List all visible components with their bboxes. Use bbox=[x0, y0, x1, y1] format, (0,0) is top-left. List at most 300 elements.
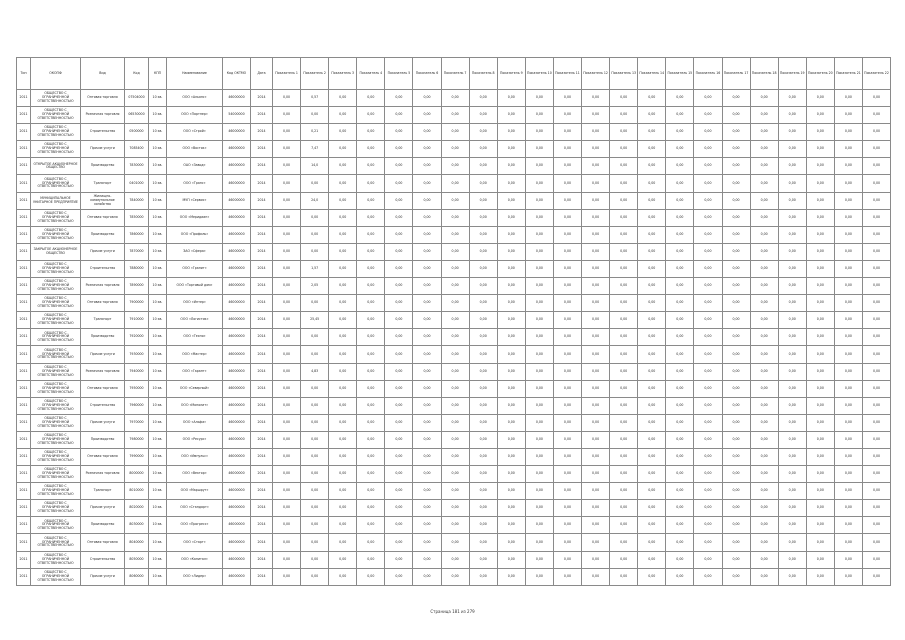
table-cell: 0,00 bbox=[750, 295, 778, 312]
table-cell: 0,00 bbox=[413, 260, 441, 277]
table-cell: 0,00 bbox=[806, 295, 834, 312]
table-cell: ОБЩЕСТВО С ОГРАНИЧЕННОЙ ОТВЕТСТВЕННОСТЬЮ bbox=[31, 278, 81, 295]
table-cell: 8000000 bbox=[125, 466, 149, 483]
table-cell: 0,00 bbox=[750, 192, 778, 209]
table-cell: 0,00 bbox=[694, 397, 722, 414]
column-header: Показатель 16 bbox=[694, 58, 722, 90]
table-cell: Жилищно-коммунальное хозяйство bbox=[81, 192, 125, 209]
table-cell: 2014 bbox=[251, 414, 273, 431]
table-row bbox=[17, 295, 891, 312]
table-cell: 0,00 bbox=[329, 414, 357, 431]
table-cell: 2011 bbox=[17, 141, 31, 158]
table-cell: 0,00 bbox=[469, 466, 497, 483]
table-cell: 7940000 bbox=[125, 363, 149, 380]
table-cell: 0,00 bbox=[638, 192, 666, 209]
column-header: КПП bbox=[149, 58, 167, 90]
table-cell: 0,00 bbox=[413, 380, 441, 397]
table-cell: 0,00 bbox=[329, 90, 357, 107]
table-cell: 0,00 bbox=[385, 363, 413, 380]
table-cell: 0,00 bbox=[357, 226, 385, 243]
table-cell: 0,00 bbox=[582, 414, 610, 431]
table-cell: 7830000 bbox=[125, 158, 149, 175]
table-cell: 0,00 bbox=[329, 466, 357, 483]
table-cell: 0,00 bbox=[750, 500, 778, 517]
table-cell: 0,00 bbox=[638, 329, 666, 346]
table-cell: 0,00 bbox=[357, 260, 385, 277]
table-cell: 0,00 bbox=[582, 175, 610, 192]
table-row bbox=[17, 346, 891, 363]
table-cell: ОБЩЕСТВО С ОГРАНИЧЕННОЙ ОТВЕТСТВЕННОСТЬЮ bbox=[31, 141, 81, 158]
table-cell: 0,00 bbox=[385, 226, 413, 243]
table-cell: 0,00 bbox=[778, 551, 806, 568]
table-cell: 0,00 bbox=[638, 260, 666, 277]
table-cell: 0,00 bbox=[582, 483, 610, 500]
table-cell: 7,47 bbox=[301, 141, 329, 158]
table-cell: 0,00 bbox=[750, 312, 778, 329]
table-cell: 0,00 bbox=[525, 107, 553, 124]
table-cell: 0,00 bbox=[329, 107, 357, 124]
table-cell: 2014 bbox=[251, 466, 273, 483]
table-cell: 8010000 bbox=[125, 483, 149, 500]
table-cell: 0,00 bbox=[525, 260, 553, 277]
table-cell: 0,00 bbox=[750, 141, 778, 158]
table-cell: 0,00 bbox=[469, 500, 497, 517]
table-cell: 0,00 bbox=[413, 448, 441, 465]
table-cell: 2011 bbox=[17, 209, 31, 226]
table-cell: 0,00 bbox=[610, 90, 638, 107]
column-header: Показатель 5 bbox=[385, 58, 413, 90]
table-cell: 0,00 bbox=[666, 346, 694, 363]
table-cell: 0,00 bbox=[553, 209, 581, 226]
table-cell: 0,00 bbox=[385, 260, 413, 277]
table-cell: 0,00 bbox=[722, 192, 750, 209]
table-cell: 0,00 bbox=[638, 243, 666, 260]
column-header: Показатель 11 bbox=[553, 58, 581, 90]
table-cell: 0,00 bbox=[357, 380, 385, 397]
table-cell: 0,00 bbox=[497, 226, 525, 243]
table-cell: 2011 bbox=[17, 175, 31, 192]
table-cell: Оптовая торговля bbox=[81, 448, 125, 465]
table-cell: 10 кв. bbox=[149, 243, 167, 260]
table-cell: Прочие услуги bbox=[81, 414, 125, 431]
table-cell: 7910000 bbox=[125, 312, 149, 329]
table-cell: 0,00 bbox=[413, 312, 441, 329]
table-row bbox=[17, 466, 891, 483]
table-cell: 2014 bbox=[251, 312, 273, 329]
table-cell: 10 кв. bbox=[149, 534, 167, 551]
table-cell: ОБЩЕСТВО С ОГРАНИЧЕННОЙ ОТВЕТСТВЕННОСТЬЮ bbox=[31, 397, 81, 414]
table-cell: 2014 bbox=[251, 431, 273, 448]
table-cell: 0,00 bbox=[497, 568, 525, 585]
column-header: Показатель 7 bbox=[441, 58, 469, 90]
table-cell: 0,00 bbox=[666, 278, 694, 295]
table-cell: 0,00 bbox=[638, 278, 666, 295]
table-cell: 0,00 bbox=[441, 568, 469, 585]
table-cell: 0,00 bbox=[694, 329, 722, 346]
table-cell: 0,00 bbox=[722, 431, 750, 448]
table-cell: 2011 bbox=[17, 124, 31, 141]
table-cell: 0,00 bbox=[806, 517, 834, 534]
table-cell: 0,00 bbox=[497, 107, 525, 124]
table-cell: 0,00 bbox=[722, 363, 750, 380]
table-cell: 0,00 bbox=[497, 192, 525, 209]
table-cell: 0,00 bbox=[469, 414, 497, 431]
table-cell: 46000000 bbox=[223, 448, 251, 465]
table-cell: 0,00 bbox=[722, 466, 750, 483]
table-cell: 10 кв. bbox=[149, 500, 167, 517]
table-cell: 0,00 bbox=[497, 448, 525, 465]
table-cell: 0,00 bbox=[413, 90, 441, 107]
table-cell: 0,00 bbox=[525, 466, 553, 483]
table-cell: 0,00 bbox=[694, 517, 722, 534]
table-cell: 0,00 bbox=[273, 397, 301, 414]
table-cell: ООО «Транс» bbox=[167, 175, 223, 192]
table-cell: ОБЩЕСТВО С ОГРАНИЧЕННОЙ ОТВЕТСТВЕННОСТЬЮ bbox=[31, 260, 81, 277]
table-cell: 0,00 bbox=[329, 500, 357, 517]
table-cell: 0,00 bbox=[834, 243, 862, 260]
table-cell: 2011 bbox=[17, 534, 31, 551]
table-cell: 0,00 bbox=[666, 363, 694, 380]
table-cell: 0,00 bbox=[273, 243, 301, 260]
table-cell: 0,00 bbox=[357, 346, 385, 363]
table-cell: 0,00 bbox=[778, 500, 806, 517]
table-cell: 0,00 bbox=[750, 466, 778, 483]
table-cell: 0,00 bbox=[834, 209, 862, 226]
table-cell: 0,00 bbox=[329, 260, 357, 277]
table-cell: 2011 bbox=[17, 397, 31, 414]
table-cell: 0,00 bbox=[329, 243, 357, 260]
table-cell: 0,00 bbox=[610, 346, 638, 363]
table-cell: 0,00 bbox=[694, 141, 722, 158]
table-cell: 0,00 bbox=[525, 278, 553, 295]
table-cell: 0,00 bbox=[582, 312, 610, 329]
table-cell: 0,00 bbox=[553, 158, 581, 175]
table-cell: 0,00 bbox=[666, 141, 694, 158]
table-cell: 0,00 bbox=[441, 448, 469, 465]
table-cell: 0,00 bbox=[385, 90, 413, 107]
table-cell: 0,00 bbox=[862, 448, 890, 465]
table-cell: 2014 bbox=[251, 551, 273, 568]
table-cell: 0,00 bbox=[357, 483, 385, 500]
table-cell: 0,00 bbox=[329, 192, 357, 209]
table-cell: ОБЩЕСТВО С ОГРАНИЧЕННОЙ ОТВЕТСТВЕННОСТЬЮ bbox=[31, 346, 81, 363]
table-cell: 46000000 bbox=[223, 346, 251, 363]
table-cell: 0,00 bbox=[273, 551, 301, 568]
table-cell: 0,00 bbox=[722, 243, 750, 260]
table-cell: 0,00 bbox=[497, 124, 525, 141]
table-cell: 0,00 bbox=[525, 243, 553, 260]
table-cell: 0,00 bbox=[694, 363, 722, 380]
table-cell: 0,00 bbox=[638, 226, 666, 243]
table-cell: 0,00 bbox=[610, 329, 638, 346]
table-cell: 0,00 bbox=[357, 500, 385, 517]
table-cell: 0,00 bbox=[413, 568, 441, 585]
table-cell: 0,00 bbox=[413, 346, 441, 363]
table-cell: 0,00 bbox=[301, 346, 329, 363]
table-row bbox=[17, 226, 891, 243]
table-cell: 2011 bbox=[17, 500, 31, 517]
table-cell: 0500000 bbox=[125, 124, 149, 141]
table-cell: 0,00 bbox=[806, 380, 834, 397]
table-cell: 0,00 bbox=[357, 363, 385, 380]
table-cell: 0,00 bbox=[273, 107, 301, 124]
table-cell: 0,00 bbox=[750, 90, 778, 107]
table-cell: 0,00 bbox=[273, 534, 301, 551]
table-cell: 0,00 bbox=[722, 329, 750, 346]
table-cell: 2014 bbox=[251, 500, 273, 517]
table-cell: 0,00 bbox=[413, 414, 441, 431]
table-cell: 0,00 bbox=[750, 124, 778, 141]
table-cell: 0,00 bbox=[638, 295, 666, 312]
table-cell: 0,00 bbox=[553, 346, 581, 363]
table-cell: 46000000 bbox=[223, 90, 251, 107]
table-cell: 0,00 bbox=[329, 534, 357, 551]
table-cell: 0,00 bbox=[357, 431, 385, 448]
table-cell: 0,00 bbox=[638, 448, 666, 465]
table-cell: 0,00 bbox=[694, 483, 722, 500]
table-cell: 10 кв. bbox=[149, 158, 167, 175]
table-cell: 0,00 bbox=[273, 483, 301, 500]
table-cell: 0,00 bbox=[469, 243, 497, 260]
table-cell: 10 кв. bbox=[149, 226, 167, 243]
table-cell: 0,00 bbox=[497, 312, 525, 329]
table-cell: 0,00 bbox=[301, 243, 329, 260]
table-cell: 0,00 bbox=[329, 329, 357, 346]
table-cell: 0,00 bbox=[666, 329, 694, 346]
table-cell: ОБЩЕСТВО С ОГРАНИЧЕННОЙ ОТВЕТСТВЕННОСТЬЮ bbox=[31, 380, 81, 397]
table-cell: 0,00 bbox=[582, 466, 610, 483]
table-cell: 0,00 bbox=[694, 260, 722, 277]
table-cell: 0,00 bbox=[610, 500, 638, 517]
table-row bbox=[17, 329, 891, 346]
table-cell: 10 кв. bbox=[149, 209, 167, 226]
table-cell: 0,00 bbox=[329, 397, 357, 414]
table-cell: 0,00 bbox=[694, 568, 722, 585]
table-cell: 0,00 bbox=[301, 534, 329, 551]
table-cell: 0,00 bbox=[582, 295, 610, 312]
table-cell: 0,00 bbox=[834, 568, 862, 585]
table-cell: Транспорт bbox=[81, 483, 125, 500]
page-footer: Страница 181 из 279 bbox=[430, 609, 475, 614]
table-row bbox=[17, 260, 891, 277]
table-cell: ООО «Старт» bbox=[167, 534, 223, 551]
table-cell: 0,00 bbox=[862, 551, 890, 568]
table-cell: 0,00 bbox=[329, 278, 357, 295]
table-cell: 0,00 bbox=[638, 107, 666, 124]
table-cell: 2011 bbox=[17, 260, 31, 277]
table-cell: 0,00 bbox=[413, 295, 441, 312]
table-cell: ООО «Капитал» bbox=[167, 551, 223, 568]
table-cell: 0,00 bbox=[273, 295, 301, 312]
table-cell: ОБЩЕСТВО С ОГРАНИЧЕННОЙ ОТВЕТСТВЕННОСТЬЮ bbox=[31, 551, 81, 568]
table-cell: 0,00 bbox=[610, 226, 638, 243]
table-cell: 10 кв. bbox=[149, 90, 167, 107]
table-cell: 0,00 bbox=[357, 448, 385, 465]
table-cell: ООО «Гарант» bbox=[167, 363, 223, 380]
table-cell: 0,00 bbox=[862, 90, 890, 107]
table-cell: 46000000 bbox=[223, 466, 251, 483]
table-cell: 0,00 bbox=[497, 209, 525, 226]
table-cell: 0,00 bbox=[553, 534, 581, 551]
table-cell: 0,00 bbox=[329, 346, 357, 363]
table-cell: 0,00 bbox=[553, 329, 581, 346]
table-cell: 2014 bbox=[251, 483, 273, 500]
table-cell: 0,00 bbox=[582, 363, 610, 380]
table-cell: 0,00 bbox=[862, 534, 890, 551]
table-cell: 46000000 bbox=[223, 431, 251, 448]
table-cell: 0,00 bbox=[666, 534, 694, 551]
table-cell: 2014 bbox=[251, 260, 273, 277]
table-cell: 0,00 bbox=[413, 534, 441, 551]
table-cell: 0,00 bbox=[525, 517, 553, 534]
table-cell: 0,00 bbox=[301, 107, 329, 124]
table-cell: 0,00 bbox=[638, 534, 666, 551]
table-cell: 0,00 bbox=[722, 141, 750, 158]
column-header: Код bbox=[125, 58, 149, 90]
table-cell: ООО «Восток» bbox=[167, 141, 223, 158]
table-cell: 2011 bbox=[17, 329, 31, 346]
table-cell: Оптовая торговля bbox=[81, 295, 125, 312]
table-row bbox=[17, 500, 891, 517]
table-cell: 0,00 bbox=[750, 568, 778, 585]
table-cell: 0,00 bbox=[329, 431, 357, 448]
table-cell: ОАО «Завод» bbox=[167, 158, 223, 175]
table-cell: 2011 bbox=[17, 466, 31, 483]
table-cell: ОБЩЕСТВО С ОГРАНИЧЕННОЙ ОТВЕТСТВЕННОСТЬЮ bbox=[31, 329, 81, 346]
table-cell: 46000000 bbox=[223, 534, 251, 551]
table-cell: 0,00 bbox=[273, 517, 301, 534]
table-cell: 0,00 bbox=[834, 124, 862, 141]
table-cell: 2014 bbox=[251, 158, 273, 175]
table-cell: 7970000 bbox=[125, 414, 149, 431]
table-cell: 0,00 bbox=[525, 329, 553, 346]
table-cell: 0,00 bbox=[666, 124, 694, 141]
table-cell: 0,00 bbox=[806, 568, 834, 585]
table-cell: 10 кв. bbox=[149, 346, 167, 363]
table-cell: 7890000 bbox=[125, 278, 149, 295]
table-cell: 0,00 bbox=[778, 397, 806, 414]
column-header: Показатель 1 bbox=[273, 58, 301, 90]
table-cell: ООО «Профиль» bbox=[167, 226, 223, 243]
table-cell: 0,00 bbox=[610, 534, 638, 551]
table-cell: 0,00 bbox=[834, 107, 862, 124]
table-cell: 0,00 bbox=[750, 107, 778, 124]
table-cell: 0,00 bbox=[806, 431, 834, 448]
table-cell: 0,00 bbox=[357, 124, 385, 141]
table-cell: 0,00 bbox=[441, 380, 469, 397]
table-cell: 14,0 bbox=[301, 158, 329, 175]
table-cell: 0,00 bbox=[582, 329, 610, 346]
table-cell: 0,00 bbox=[694, 380, 722, 397]
table-cell: 0,00 bbox=[357, 175, 385, 192]
table-cell: 0,00 bbox=[525, 158, 553, 175]
table-cell: 0,00 bbox=[469, 124, 497, 141]
table-cell: 0,00 bbox=[666, 260, 694, 277]
table-cell: 2014 bbox=[251, 534, 273, 551]
table-cell: 46000000 bbox=[223, 209, 251, 226]
table-cell: 0,00 bbox=[610, 209, 638, 226]
table-cell: 0,00 bbox=[862, 363, 890, 380]
table-cell: 0,00 bbox=[862, 192, 890, 209]
table-cell: 2011 bbox=[17, 363, 31, 380]
column-header: Показатель 6 bbox=[413, 58, 441, 90]
table-cell: 0,00 bbox=[553, 448, 581, 465]
table-cell: 0,00 bbox=[638, 500, 666, 517]
column-header: Вид bbox=[81, 58, 125, 90]
table-cell: 2011 bbox=[17, 90, 31, 107]
column-header: Код ОКТМО bbox=[223, 58, 251, 90]
table-row bbox=[17, 278, 891, 295]
table-cell: 46000000 bbox=[223, 551, 251, 568]
table-cell: 0,00 bbox=[553, 500, 581, 517]
table-cell: 46000000 bbox=[223, 175, 251, 192]
table-cell: 2011 bbox=[17, 346, 31, 363]
table-cell: 0,00 bbox=[553, 397, 581, 414]
table-cell: 0,00 bbox=[441, 295, 469, 312]
table-cell: 0,00 bbox=[385, 380, 413, 397]
table-cell: 0,00 bbox=[778, 158, 806, 175]
table-cell: 0,00 bbox=[413, 243, 441, 260]
table-row bbox=[17, 534, 891, 551]
table-cell: 0,00 bbox=[385, 209, 413, 226]
table-cell: 10 кв. bbox=[149, 363, 167, 380]
table-cell: Оптовая торговля bbox=[81, 380, 125, 397]
table-cell: 0,00 bbox=[273, 192, 301, 209]
table-cell: 10 кв. bbox=[149, 278, 167, 295]
table-cell: 1,57 bbox=[301, 260, 329, 277]
table-cell: 0,00 bbox=[694, 278, 722, 295]
table-cell: 0,00 bbox=[582, 124, 610, 141]
table-cell: 0,00 bbox=[862, 380, 890, 397]
table-cell: 0,00 bbox=[666, 517, 694, 534]
table-cell: 0,00 bbox=[610, 517, 638, 534]
column-header: Показатель 20 bbox=[806, 58, 834, 90]
table-cell: 7960000 bbox=[125, 397, 149, 414]
table-cell: 0,00 bbox=[469, 260, 497, 277]
table-cell: 0,00 bbox=[525, 363, 553, 380]
table-cell: 0,00 bbox=[778, 466, 806, 483]
table-cell: 0,00 bbox=[553, 380, 581, 397]
column-header: Показатель 10 bbox=[525, 58, 553, 90]
table-cell: 0,00 bbox=[469, 346, 497, 363]
table-cell: 0,00 bbox=[666, 483, 694, 500]
table-cell: 7085400 bbox=[125, 141, 149, 158]
table-cell: 0,00 bbox=[582, 500, 610, 517]
table-cell: 0,00 bbox=[357, 209, 385, 226]
table-cell: 0,00 bbox=[273, 312, 301, 329]
table-cell: 10 кв. bbox=[149, 568, 167, 585]
table-cell: 0,00 bbox=[750, 278, 778, 295]
table-cell: 7950000 bbox=[125, 380, 149, 397]
table-cell: 0,00 bbox=[357, 192, 385, 209]
table-cell: 0,00 bbox=[778, 90, 806, 107]
table-cell: 0,00 bbox=[273, 466, 301, 483]
table-cell: 0,00 bbox=[525, 226, 553, 243]
table-cell: 0,00 bbox=[329, 568, 357, 585]
table-row bbox=[17, 483, 891, 500]
table-cell: 0,00 bbox=[722, 517, 750, 534]
table-cell: 0,00 bbox=[273, 278, 301, 295]
table-cell: 0,00 bbox=[638, 175, 666, 192]
table-cell: 0,00 bbox=[553, 414, 581, 431]
table-cell: 0,00 bbox=[806, 483, 834, 500]
table-cell: 0,00 bbox=[469, 192, 497, 209]
table-cell: 46000000 bbox=[223, 312, 251, 329]
table-row bbox=[17, 243, 891, 260]
table-cell: 10 кв. bbox=[149, 295, 167, 312]
table-cell: 0,00 bbox=[582, 192, 610, 209]
table-cell: 0,00 bbox=[273, 175, 301, 192]
